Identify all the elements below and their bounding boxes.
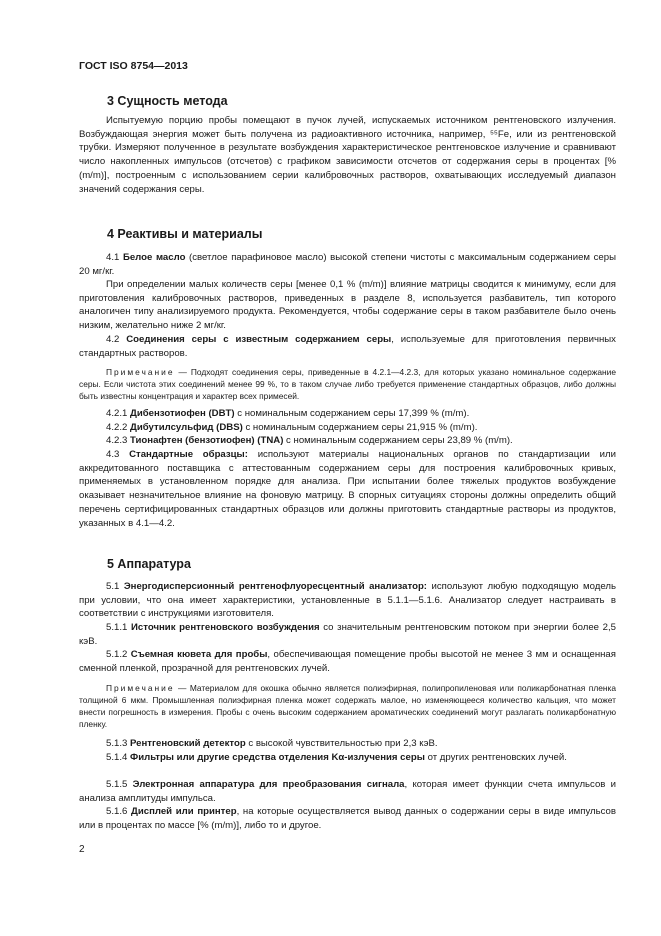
note-4-2: Примечание — Подходят соединения серы, приведенные в 4.2.1—4.2.3, для которых указано номинальное содержание серы. Если чистота этих соединений менее 99 %, то в таком случае либо требуется применение стандартных образцов, либо должны быть известны концентрация и характер всех примесей. — [79, 367, 616, 402]
paragraph-5-1-6: 5.1.6 Дисплей или принтер, на которые осуществляется вывод данных о содержании серы в виде импульсов или в процентах по массе [% (m/m)], либо то и другое. — [79, 806, 616, 831]
section-3-title: 3 Сущность метода — [107, 94, 228, 108]
section-3-paragraph: Испытуемую порцию пробы помещают в пучок лучей, испускаемых источником рентгеновского излучения. Возбуждающая энергия может быть получена из радиоактивного источника, например, ⁵⁵Fe, или из рентгеновской трубки. Измеряют полученное в результате возбуждения характеристическое рентгеновское излучение и сравнивают число накопленных импульсов (отсчетов) с графиком зависимости отсчетов от содержания серы в процентах [% (m/m)], построенным с использованием серии калибровочных растворов, охватывающих исследуемый диапазон значений содержания серы. — [79, 115, 616, 195]
paragraph-5-1: 5.1 Энергодисперсионный рентгенофлуоресцентный анализатор: используют любую подходящую модель при условии, что она имеет характеристики, установленные в 5.1.1—5.1.6. Анализатор следует настраивать в соответствии с инструкциями изготовителя. — [79, 581, 616, 620]
paragraph-5-1-5: 5.1.5 Электронная аппаратура для преобразования сигнала, которая имеет функции счета импульсов и анализа амплитуды импульса. — [79, 779, 617, 804]
section-5-title: 5 Аппаратура — [107, 557, 191, 571]
paragraph-5-1-2: 5.1.2 Съемная кювета для пробы, обеспечивающая помещение пробы высотой не менее 3 мм и оснащенная сменной пленкой, прозрачной для рентгеновских лучей. — [79, 649, 616, 674]
paragraph-4-1-note: При определении малых количеств серы [менее 0,1 % (m/m)] влияние матрицы сводится к минимуму, если для приготовления калибровочных растворов, приведенных в разделе 8, используется разбавитель, тип которого аналогичен типу анализируемого продукта. Рекомендуется, чтобы содержание серы в таком разбавителе было очень низким, желательно ниже 2 мг/кг. — [79, 279, 616, 332]
paragraph-5-1-4: 5.1.4 Фильтры или другие средства отделения Kα-излучения серы от других рентгеновских лучей. — [106, 752, 567, 763]
note-5-1-2: Примечание — Материалом для окошка обычно является полиэфирная, полипропиленовая или поликарбонатная пленка толщиной 6 мкм. Промышленная полиэфирная пленка может содержать малое, но изменяющееся количество кальция, что может внести погрешность в измерения. Пробы с очень высоким содержанием ароматических соединений могут разлагать поликарбонатную пленку. — [79, 683, 616, 730]
document-header: ГОСТ ISO 8754—2013 — [79, 60, 188, 72]
paragraph-5-1-1: 5.1.1 Источник рентгеновского возбуждения со значительным рентгеновским потоком при энергии более 2,5 кэВ. — [79, 622, 616, 647]
page-number: 2 — [79, 844, 85, 855]
paragraph-4-2: 4.2 Соединения серы с известным содержанием серы, используемые для приготовления первичных стандартных растворов. — [79, 334, 616, 359]
paragraph-4-1: 4.1 Белое масло (светлое парафиновое масло) высокой степени чистоты с максимальным содержанием серы 20 мг/кг. — [79, 252, 616, 277]
paragraph-5-1-3: 5.1.3 Рентгеновский детектор с высокой чувствительностью при 2,3 кэВ. — [106, 738, 438, 749]
paragraph-4-2-3: 4.2.3 Тионафтен (бензотиофен) (TNA) с номинальным содержанием серы 23,89 % (m/m). — [106, 435, 513, 446]
paragraph-4-3: 4.3 Стандартные образцы: используют материалы национальных органов по стандартизации или аккредитованного поставщика с аттестованным содержанием серы для построения калибровочных кривых, применяемых в установленном порядке для анализа. При испытании более тяжелых продуктов возбуждение оказывает незначительное влияние на фоновую матрицу. В спорных ситуациях стороны должны определить общий перечень сертифицированных стандартных образцов или должны приготовить стандартные растворы из продуктов, указанных в 4.1—4.2. — [79, 449, 616, 529]
paragraph-4-2-2: 4.2.2 Дибутилсульфид (DBS) с номинальным содержанием серы 21,915 % (m/m). — [106, 422, 478, 433]
section-4-title: 4 Реактивы и материалы — [107, 227, 263, 241]
paragraph-4-2-1: 4.2.1 Дибензотиофен (DBT) с номинальным содержанием серы 17,399 % (m/m). — [106, 408, 470, 419]
